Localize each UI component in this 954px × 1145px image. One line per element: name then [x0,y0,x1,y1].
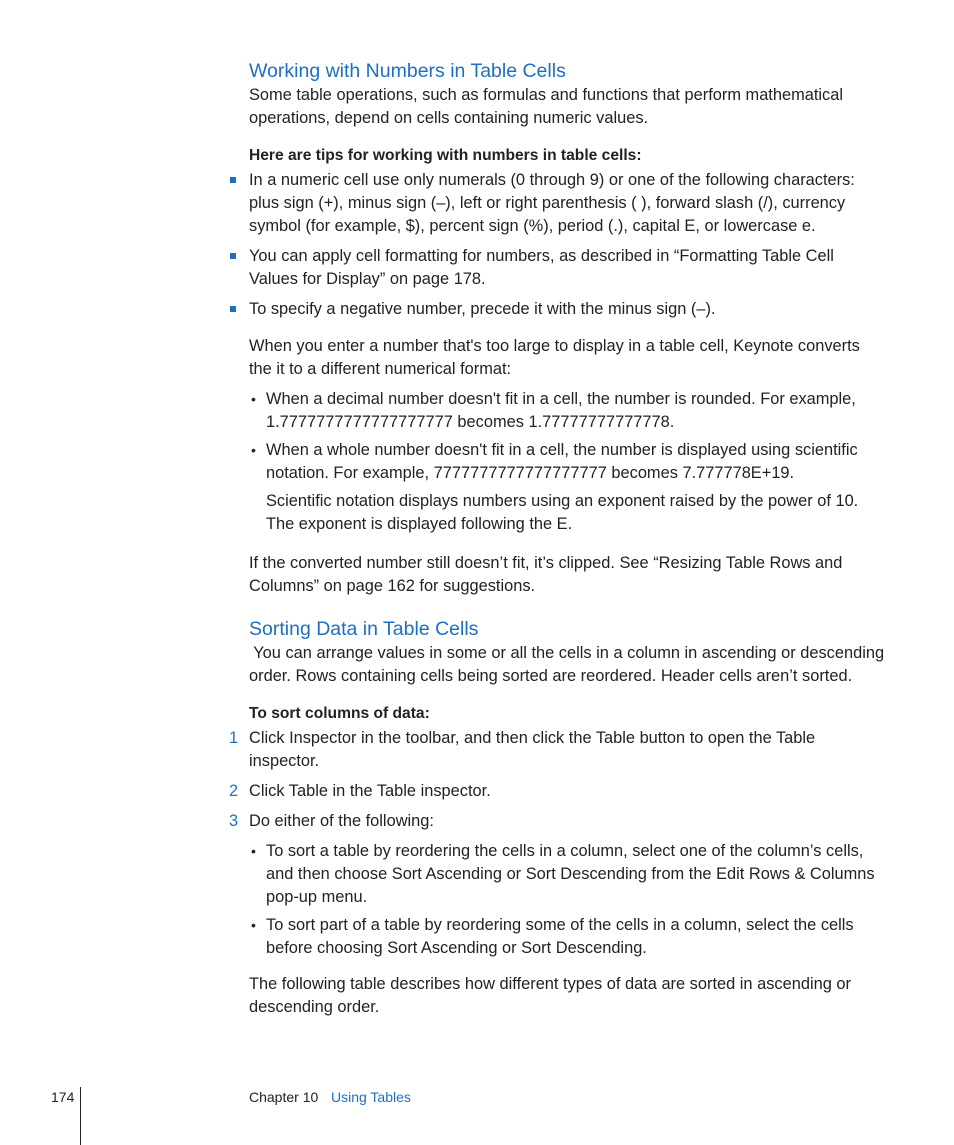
section-heading: Working with Numbers in Table Cells [249,60,566,82]
body-text: When you enter a number that's too large to display in a table cell, Keynote converts [249,337,860,355]
body-text: descending order. [249,998,380,1016]
bullet-square-icon [230,177,236,183]
bullet-dot-icon: • [251,391,256,407]
step-number: 1 [229,729,239,747]
bullet-text: plus sign (+), minus sign (–), left or right parenthesis ( ), forward slash (/), currency [249,194,846,212]
body-text: Scientific notation displays numbers using an exponent raised by the power of 10. [266,492,859,510]
step-number: 3 [229,812,239,830]
bullet-text: You can apply cell formatting for numbers, as described in “Formatting Table Cell [249,247,834,265]
bullet-text: To specify a negative number, precede it with the minus sign (–). [249,300,716,318]
bullet-text: In a numeric cell use only numerals (0 through 9) or one of the following characters: [249,171,855,189]
bullet-text: Values for Display” on page 178. [249,270,486,288]
body-text: Some table operations, such as formulas and functions that perform mathematical [249,86,844,104]
body-text: The following table describes how different types of data are sorted in ascending or [249,975,851,993]
step-text: Click Table in the Table inspector. [249,782,491,800]
step-text: inspector. [249,752,320,770]
sub-bullet-text: and then choose Sort Ascending or Sort Descending from the Edit Rows & Columns [266,865,875,883]
tips-heading: Here are tips for working with numbers in table cells: [249,147,642,164]
sub-bullet-text: To sort part of a table by reordering some of the cells in a column, select the cells [266,916,854,934]
footer-divider [80,1087,81,1145]
sub-bullet-text: 1.7777777777777777777 becomes 1.77777777777778. [266,413,675,431]
bullet-dot-icon: • [251,442,256,458]
step-number: 2 [229,782,239,800]
sub-bullet-text: before choosing Sort Ascending or Sort Descending. [266,939,647,957]
section-heading: Sorting Data in Table Cells [249,618,479,640]
bullet-square-icon [230,306,236,312]
body-text: Columns” on page 162 for suggestions. [249,577,536,595]
bullet-dot-icon: • [251,843,256,859]
chapter-label: Chapter 10 [249,1089,319,1105]
task-heading: To sort columns of data: [249,705,430,722]
body-text: order. Rows containing cells being sorted are reordered. Header cells aren’t sorted. [249,667,853,685]
body-text: The exponent is displayed following the E. [266,515,573,533]
bullet-dot-icon: • [251,917,256,933]
body-text: operations, depend on cells containing numeric values. [249,109,649,127]
body-text: You can arrange values in some or all the cells in a column in ascending or descending [249,644,885,662]
sub-bullet-text: When a whole number doesn't fit in a cell, the number is displayed using scientific [266,441,858,459]
page-number: 174 [51,1089,75,1105]
sub-bullet-text: When a decimal number doesn't fit in a cell, the number is rounded. For example, [266,390,856,408]
sub-bullet-text: pop-up menu. [266,888,368,906]
step-text: Click Inspector in the toolbar, and then click the Table button to open the Table [249,729,816,747]
step-text: Do either of the following: [249,812,434,830]
bullet-text: symbol (for example, $), percent sign (%), period (.), capital E, or lowercase e. [249,217,816,235]
sub-bullet-text: To sort a table by reordering the cells in a column, select one of the column’s cells, [266,842,864,860]
sub-bullet-text: notation. For example, 7777777777777777777 becomes 7.777778E+19. [266,464,795,482]
body-text: the it to a different numerical format: [249,360,512,378]
chapter-title-link[interactable]: Using Tables [331,1089,411,1105]
body-text: If the converted number still doesn’t fit, it’s clipped. See “Resizing Table Rows and [249,554,843,572]
bullet-square-icon [230,253,236,259]
